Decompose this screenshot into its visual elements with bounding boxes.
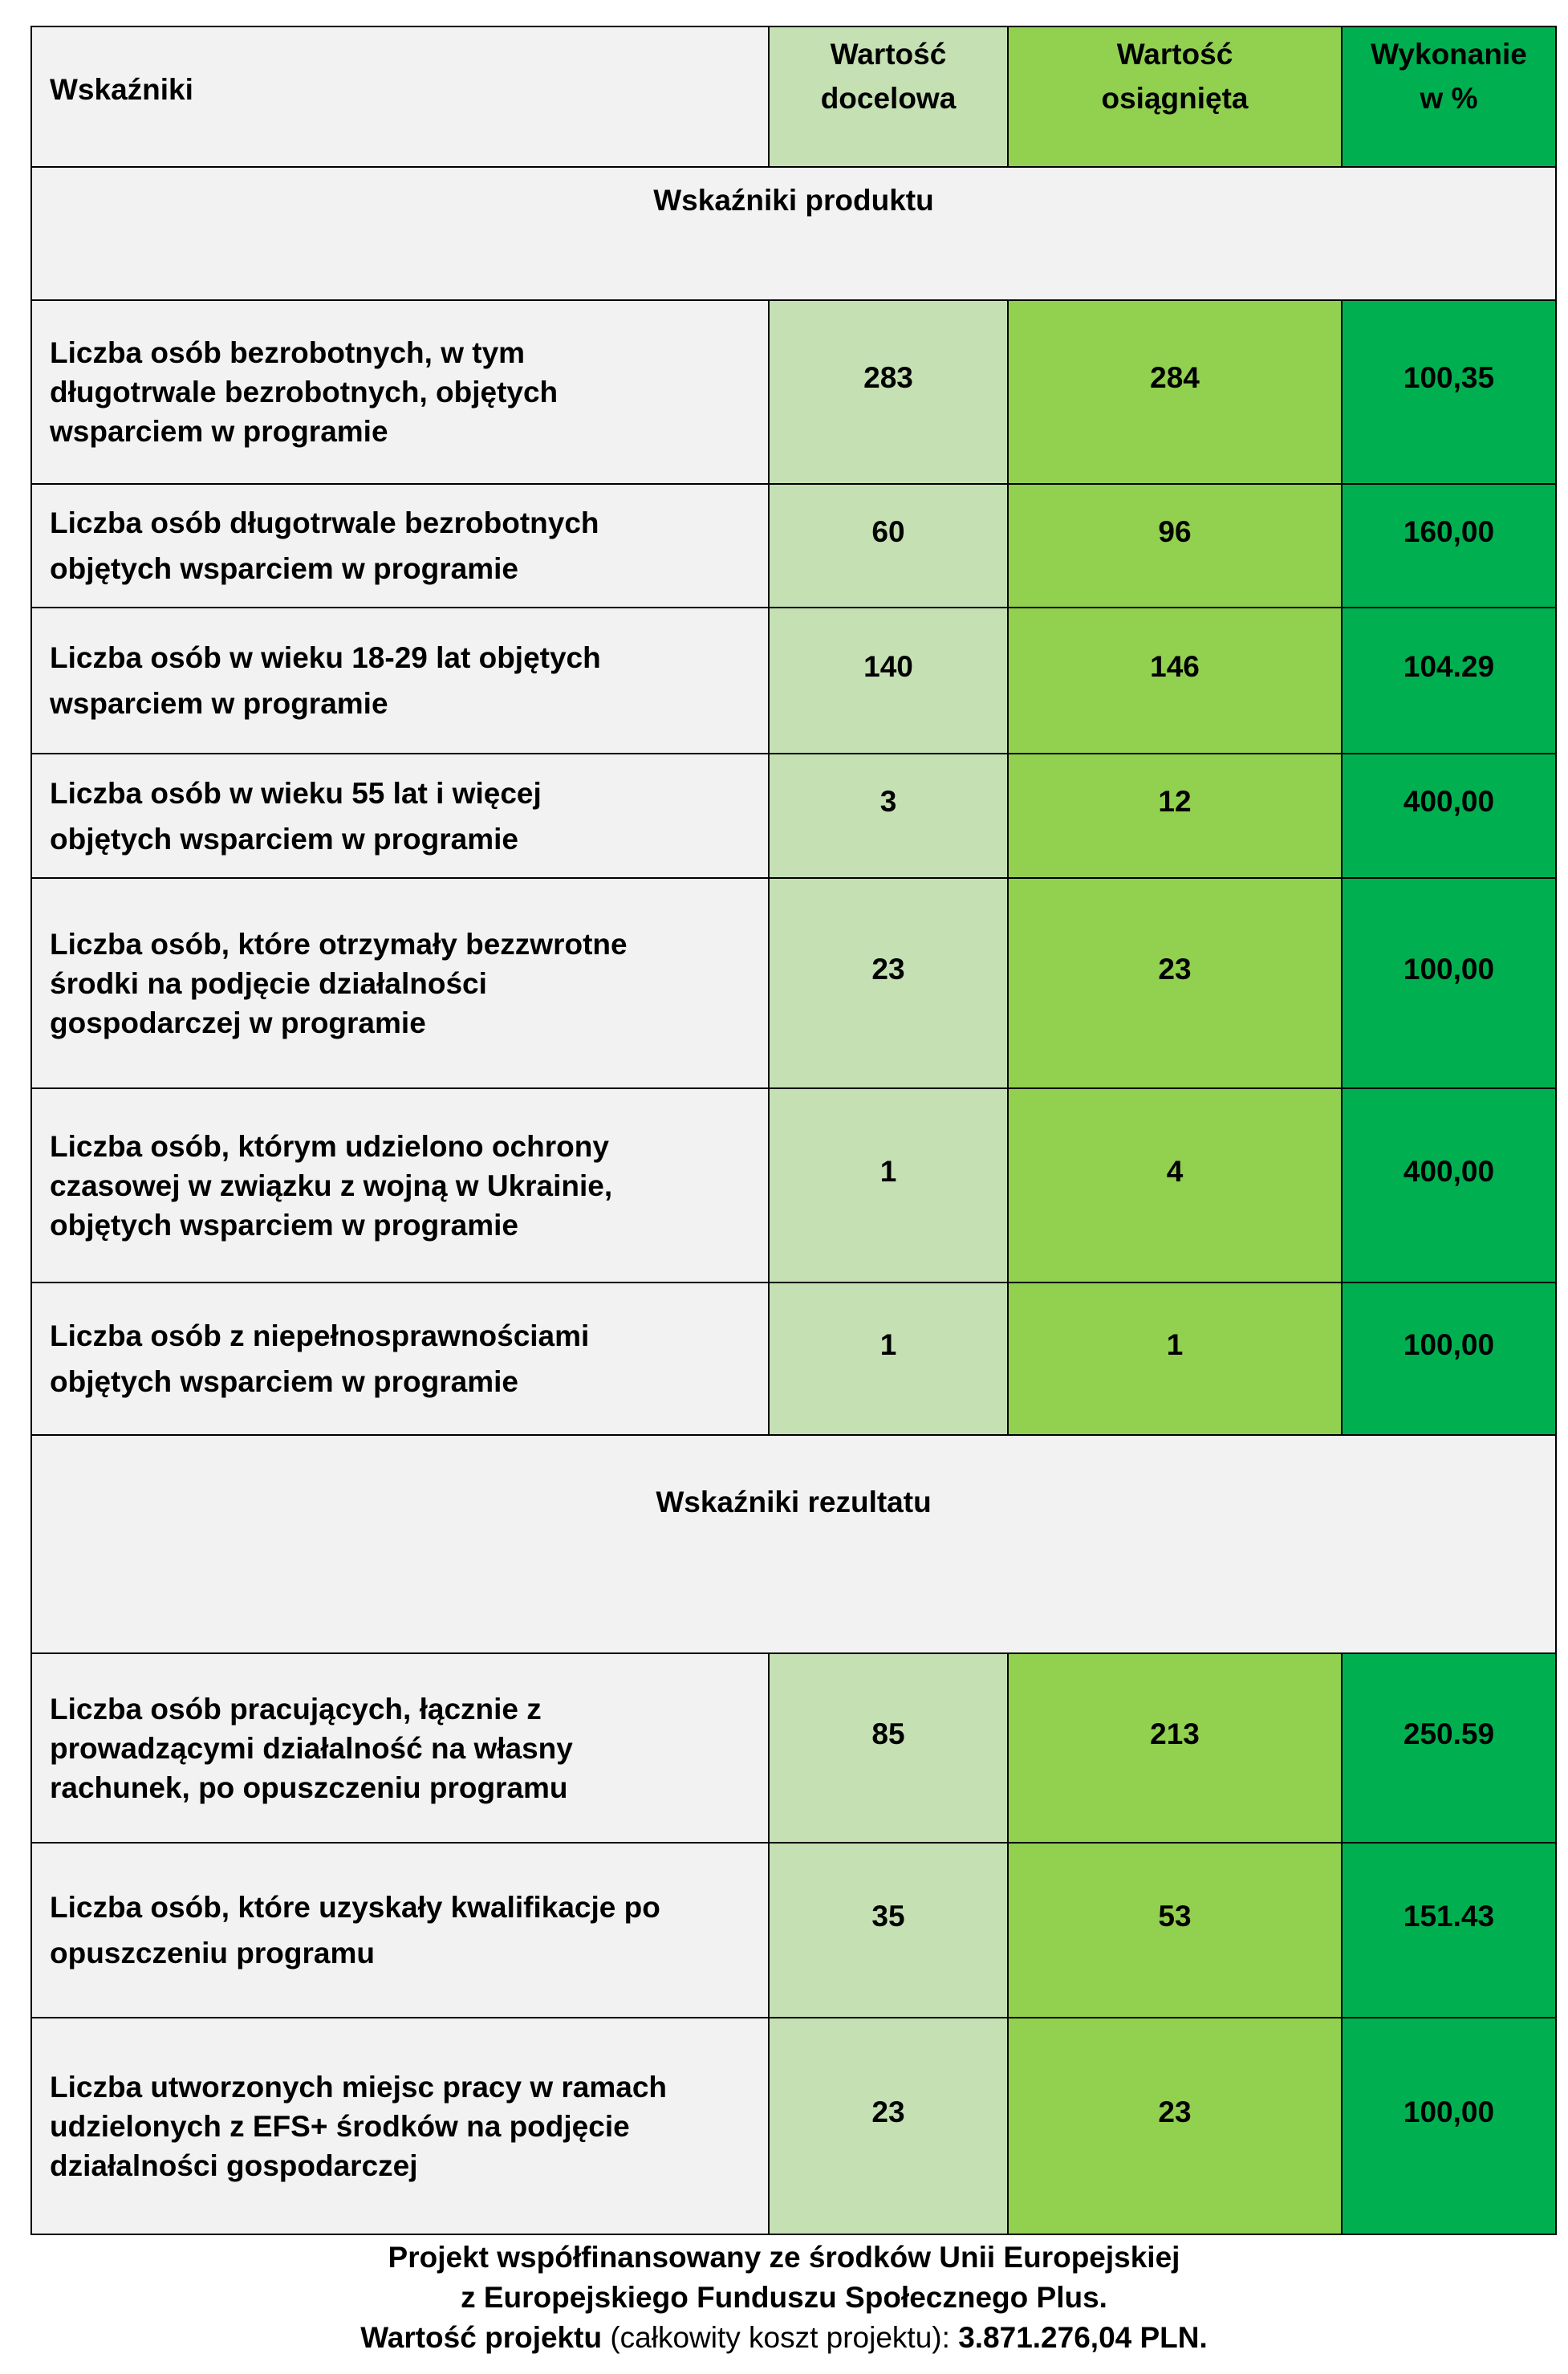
target-value: 3 xyxy=(769,754,1008,878)
header-indicator: Wskaźniki xyxy=(31,26,769,167)
project-value-amount: 3.871.276,04 PLN. xyxy=(958,2321,1208,2354)
achieved-value: 284 xyxy=(1008,300,1342,484)
section-title: Wskaźniki rezultatu xyxy=(31,1435,1556,1653)
section-row-rezultat xyxy=(31,1435,1556,1653)
indicators-table xyxy=(30,26,1557,2235)
percent-value: 400,00 xyxy=(1342,754,1556,878)
percent-value: 100,35 xyxy=(1342,300,1556,484)
footer-line-2: z Europejskiego Funduszu Społecznego Plus. xyxy=(461,2281,1107,2314)
achieved-value: 23 xyxy=(1008,878,1342,1088)
header-target-value: Wartość docelowa xyxy=(769,26,1008,167)
table-row xyxy=(31,878,1556,1088)
achieved-value: 146 xyxy=(1008,608,1342,754)
target-value: 140 xyxy=(769,608,1008,754)
percent-value: 151.43 xyxy=(1342,1843,1556,2018)
target-value: 283 xyxy=(769,300,1008,484)
table-row xyxy=(31,484,1556,608)
table-row xyxy=(31,1843,1556,2018)
achieved-value: 96 xyxy=(1008,484,1342,608)
percent-value: 100,00 xyxy=(1342,1283,1556,1435)
indicator-label: Liczba osób, które otrzymały bezzwrotne środki na podjęcie działalności gospodarczej w programie xyxy=(31,878,769,1088)
header-achieved-value: Wartość osiągnięta xyxy=(1008,26,1342,167)
table-row xyxy=(31,1088,1556,1283)
section-title: Wskaźniki produktu xyxy=(31,167,1556,300)
target-value: 1 xyxy=(769,1283,1008,1435)
table-row xyxy=(31,1653,1556,1843)
indicator-label: Liczba osób z niepełnosprawnościami objętych wsparciem w programie xyxy=(31,1283,769,1435)
indicator-label: Liczba osób, którym udzielono ochrony czasowej w związku z wojną w Ukrainie, objętych wsparciem w programie xyxy=(31,1088,769,1283)
indicator-label: Liczba osób, które uzyskały kwalifikacje po opuszczeniu programu xyxy=(31,1843,769,2018)
indicator-label: Liczba utworzonych miejsc pracy w ramach udzielonych z EFS+ środków na podjęcie działalności gospodarczej xyxy=(31,2018,769,2234)
percent-value: 250.59 xyxy=(1342,1653,1556,1843)
funding-footer xyxy=(0,2238,1568,2358)
header-percent: Wykonanie w % xyxy=(1342,26,1556,167)
percent-value: 100,00 xyxy=(1342,2018,1556,2234)
percent-value: 400,00 xyxy=(1342,1088,1556,1283)
achieved-value: 23 xyxy=(1008,2018,1342,2234)
achieved-value: 1 xyxy=(1008,1283,1342,1435)
footer-line-3 xyxy=(0,2318,1568,2358)
achieved-value: 4 xyxy=(1008,1088,1342,1283)
indicator-label: Liczba osób w wieku 55 lat i więcej objętych wsparciem w programie xyxy=(31,754,769,878)
indicator-label: Liczba osób bezrobotnych, w tym długotrwale bezrobotnych, objętych wsparciem w programie xyxy=(31,300,769,484)
percent-value: 104.29 xyxy=(1342,608,1556,754)
indicator-label: Liczba osób pracujących, łącznie z prowadzącymi działalność na własny rachunek, po opuszczeniu programu xyxy=(31,1653,769,1843)
table-row xyxy=(31,1283,1556,1435)
table-row xyxy=(31,2018,1556,2234)
achieved-value: 53 xyxy=(1008,1843,1342,2018)
target-value: 85 xyxy=(769,1653,1008,1843)
project-value-note: (całkowity koszt projektu): xyxy=(602,2321,959,2354)
target-value: 1 xyxy=(769,1088,1008,1283)
target-value: 35 xyxy=(769,1843,1008,2018)
target-value: 60 xyxy=(769,484,1008,608)
percent-value: 160,00 xyxy=(1342,484,1556,608)
project-value-label: Wartość projektu xyxy=(360,2321,603,2354)
indicator-label: Liczba osób w wieku 18-29 lat objętych wsparciem w programie xyxy=(31,608,769,754)
target-value: 23 xyxy=(769,2018,1008,2234)
indicator-label: Liczba osób długotrwale bezrobotnych objętych wsparciem w programie xyxy=(31,484,769,608)
table-row xyxy=(31,300,1556,484)
achieved-value: 213 xyxy=(1008,1653,1342,1843)
footer-line-1: Projekt współfinansowany ze środków Unii Europejskiej xyxy=(388,2241,1180,2274)
table-row xyxy=(31,608,1556,754)
percent-value: 100,00 xyxy=(1342,878,1556,1088)
table-header-row xyxy=(31,26,1556,167)
target-value: 23 xyxy=(769,878,1008,1088)
achieved-value: 12 xyxy=(1008,754,1342,878)
section-row-produkt xyxy=(31,167,1556,300)
table-row xyxy=(31,754,1556,878)
